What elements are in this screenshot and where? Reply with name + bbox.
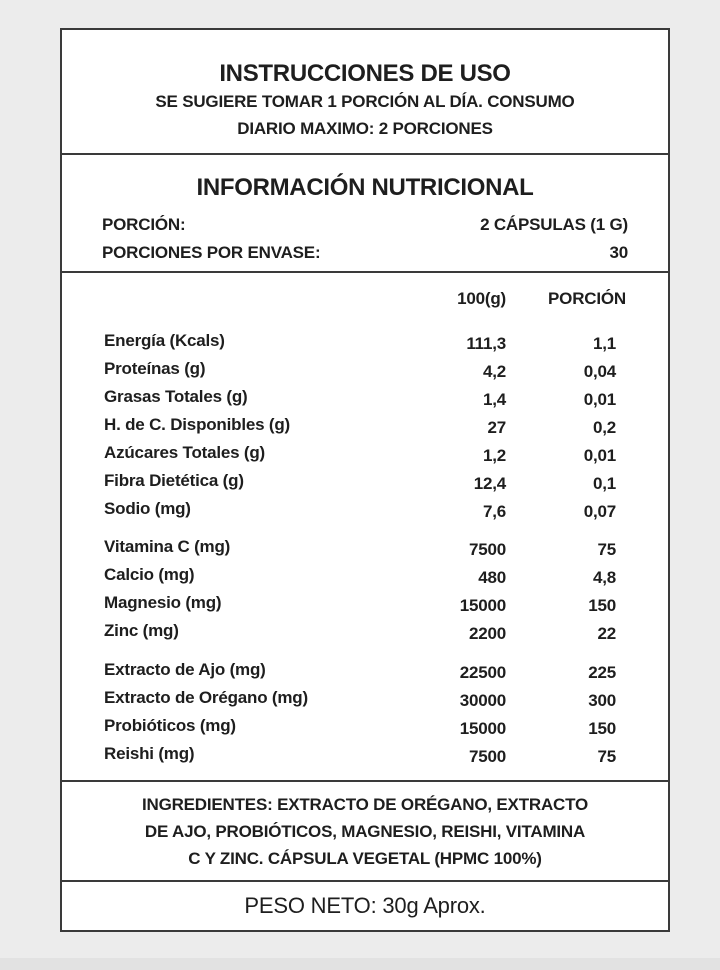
column-header-per-serving: PORCIÓN <box>548 289 626 308</box>
value-per-serving: 75 <box>597 540 616 559</box>
value-per-serving: 0,07 <box>583 502 616 521</box>
nutrient-name: Extracto de Orégano (mg) <box>104 688 308 707</box>
value-per-serving: 150 <box>588 719 616 738</box>
value-per-100g: 15000 <box>459 719 506 738</box>
value-per-100g: 2200 <box>468 624 506 643</box>
ingredients-line: C Y ZINC. CÁPSULA VEGETAL (HPMC 100%) <box>188 849 542 868</box>
value-per-100g: 22500 <box>459 663 506 682</box>
instructions-line: SE SUGIERE TOMAR 1 PORCIÓN AL DÍA. CONSUMO <box>155 92 575 111</box>
nutrient-name: Fibra Dietética (g) <box>104 471 244 490</box>
nutrient-name: H. de C. Disponibles (g) <box>104 415 290 434</box>
value-per-100g: 111,3 <box>466 334 506 353</box>
value-per-serving: 0,01 <box>583 446 616 465</box>
nutrient-name: Reishi (mg) <box>104 744 195 763</box>
table-row <box>104 660 668 684</box>
value-per-100g: 12,4 <box>473 474 506 493</box>
table-row <box>104 593 668 617</box>
value-per-serving: 0,04 <box>583 362 616 381</box>
value-per-serving: 4,8 <box>592 568 616 587</box>
serving-size-label: PORCIÓN: <box>102 215 186 234</box>
table-row <box>104 499 668 523</box>
nutrition-info-title: INFORMACIÓN NUTRICIONAL <box>196 174 534 201</box>
nutrition-table <box>62 273 668 782</box>
value-per-100g: 7500 <box>468 540 506 559</box>
value-per-100g: 4,2 <box>482 362 506 381</box>
net-weight: PESO NETO: 30g Aprox. <box>244 893 486 918</box>
table-row <box>104 537 668 561</box>
table-row <box>104 688 668 712</box>
value-per-100g: 7,6 <box>482 502 506 521</box>
servings-per-container-label: PORCIONES POR ENVASE: <box>102 243 321 262</box>
nutrient-name: Zinc (mg) <box>104 621 179 640</box>
table-row <box>104 415 668 439</box>
nutrient-name: Energía (Kcals) <box>104 331 225 350</box>
table-row <box>104 716 668 740</box>
nutrient-name: Vitamina C (mg) <box>104 537 231 556</box>
value-per-serving: 150 <box>588 596 616 615</box>
nutrient-name: Extracto de Ajo (mg) <box>104 660 266 679</box>
table-row <box>104 443 668 467</box>
value-per-100g: 15000 <box>459 596 506 615</box>
table-row <box>104 621 668 645</box>
servings-per-container-value: 30 <box>609 243 628 262</box>
nutrient-name: Azúcares Totales (g) <box>104 443 266 462</box>
value-per-serving: 0,2 <box>592 418 616 437</box>
instructions-line: DIARIO MAXIMO: 2 PORCIONES <box>237 119 493 138</box>
nutrition-label <box>60 28 670 932</box>
value-per-100g: 7500 <box>468 747 506 766</box>
table-row <box>104 744 668 768</box>
table-row <box>104 565 668 589</box>
serving-size-value: 2 CÁPSULAS (1 G) <box>480 215 628 234</box>
table-row <box>104 331 668 355</box>
value-per-100g: 480 <box>478 568 506 587</box>
value-per-serving: 1,1 <box>592 334 616 353</box>
value-per-serving: 225 <box>588 663 616 682</box>
value-per-serving: 0,1 <box>592 474 616 493</box>
table-row <box>104 471 668 495</box>
value-per-serving: 300 <box>588 691 616 710</box>
instructions-section <box>62 30 668 155</box>
value-per-100g: 30000 <box>459 691 506 710</box>
nutrient-name: Grasas Totales (g) <box>104 387 248 406</box>
value-per-100g: 27 <box>487 418 506 437</box>
table-row <box>104 359 668 383</box>
value-per-serving: 22 <box>597 624 616 643</box>
ingredients-section <box>62 782 668 882</box>
table-row <box>104 387 668 411</box>
net-weight-section <box>62 882 668 932</box>
nutrition-info-section <box>62 155 668 273</box>
value-per-100g: 1,2 <box>482 446 506 465</box>
column-header-per-100g: 100(g) <box>457 289 506 308</box>
bottom-strip <box>0 958 720 970</box>
instructions-title: INSTRUCCIONES DE USO <box>219 60 511 87</box>
value-per-serving: 0,01 <box>583 390 616 409</box>
nutrient-name: Calcio (mg) <box>104 565 195 584</box>
ingredients-line: INGREDIENTES: EXTRACTO DE ORÉGANO, EXTRACTO <box>141 795 589 814</box>
value-per-serving: 75 <box>597 747 616 766</box>
ingredients-line: DE AJO, PROBIÓTICOS, MAGNESIO, REISHI, VITAMINA <box>144 822 586 841</box>
value-per-100g: 1,4 <box>482 390 506 409</box>
nutrient-name: Sodio (mg) <box>104 499 191 518</box>
nutrient-name: Magnesio (mg) <box>104 593 222 612</box>
nutrient-name: Probióticos (mg) <box>104 716 236 735</box>
nutrient-name: Proteínas (g) <box>104 359 206 378</box>
